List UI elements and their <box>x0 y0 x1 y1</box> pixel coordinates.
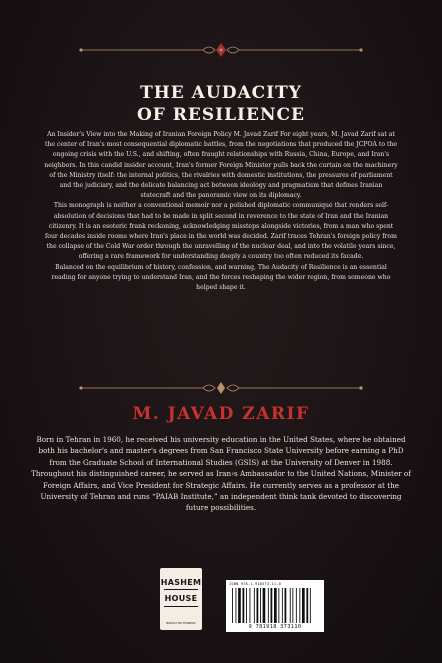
barcode-bars-icon <box>232 588 318 623</box>
middle-ornament <box>0 378 442 398</box>
book-title <box>0 82 442 126</box>
isbn-barcode <box>226 580 324 632</box>
logo-text-house: HOUSE <box>164 594 198 603</box>
title-line-2: OF RESILIENCE <box>136 105 305 125</box>
description-paragraph: An Insider's View into the Making of Iranian Foreign Policy M. Javad Zarif For eight years, M. Javad Zarif sat at the center of Iran's most consequential diplomatic battles, from the negotiations that produced the JCPOA to the ongoing crisis with the U.S., and shifting, often fraught relationships with Russia, China, Europe, and Iran's neighbors. In this candid insider account, Iran's former Foreign Minister pulls back the curtain on the machinery of the Ministry itself: the internal politics, the rivalries with domestic institutions, the pressures of parliament and the judiciary, and the delicate balancing act between ideology and pragmatism that defines Iranian statecraft and the panoramic view on its diplomacy. <box>44 131 398 200</box>
logo-text-hashem: HASHEM <box>160 578 202 587</box>
description-paragraph: This monograph is neither a conventional memoir nor a polished diplomatic communiqué that renders self-absolution of decisions that had to be made in split second in reverence to the state of Iran and the Iranian citizenry. It is an esoteric frank reckoning, acknowledging missteps alongside victories, from a man who spent four decades inside rooms where Iran's place in the world was decided. Zarif traces Tehran's foreign policy from the collapse of the Cold War order through the unravelling of the nuclear deal, and into the volatile years since, offering a rare framework for understanding deeply a country too often reduced its facade. <box>45 202 397 261</box>
isbn-text-top: ISBN 978-1-918373-11-0 <box>229 582 281 586</box>
logo-tagline: BOOKS FOR THINKERS <box>166 622 196 625</box>
title-line-1: THE AUDACITY <box>140 83 302 103</box>
description-paragraph: Balanced on the equilibrium of history, confession, and warning, The Audacity of Resilience is an essential reading for anyone trying to understand Iran, and the forces reshaping the wider region, from someone who helped shape it. <box>51 263 391 292</box>
logo-divider <box>164 606 198 607</box>
isbn-text-bottom: 9 781918 373110 <box>248 624 302 630</box>
author-bio: Born in Tehran in 1960, he received his university education in the United States, where he obtained both his bachelor's and master's degrees from San Francisco State University before earning a PhD from the Graduate School of International Studies (GSIS) at the University of Denver in 1988. Throughout his distinguished career, he served as Iran›s Ambassador to the United Nations, Minister of Foreign Affairs, and Vice President for Strategic Affairs. He currently serves as a professor at the University of Tehran and runs “PAIAB Institute,” an independent think tank devoted to discovering future possibilities. <box>31 435 411 513</box>
publisher-logo <box>160 568 202 630</box>
book-description <box>44 130 398 293</box>
author-name: M. JAVAD ZARIF <box>132 404 310 424</box>
top-ornament <box>0 40 442 60</box>
logo-divider <box>164 589 198 590</box>
